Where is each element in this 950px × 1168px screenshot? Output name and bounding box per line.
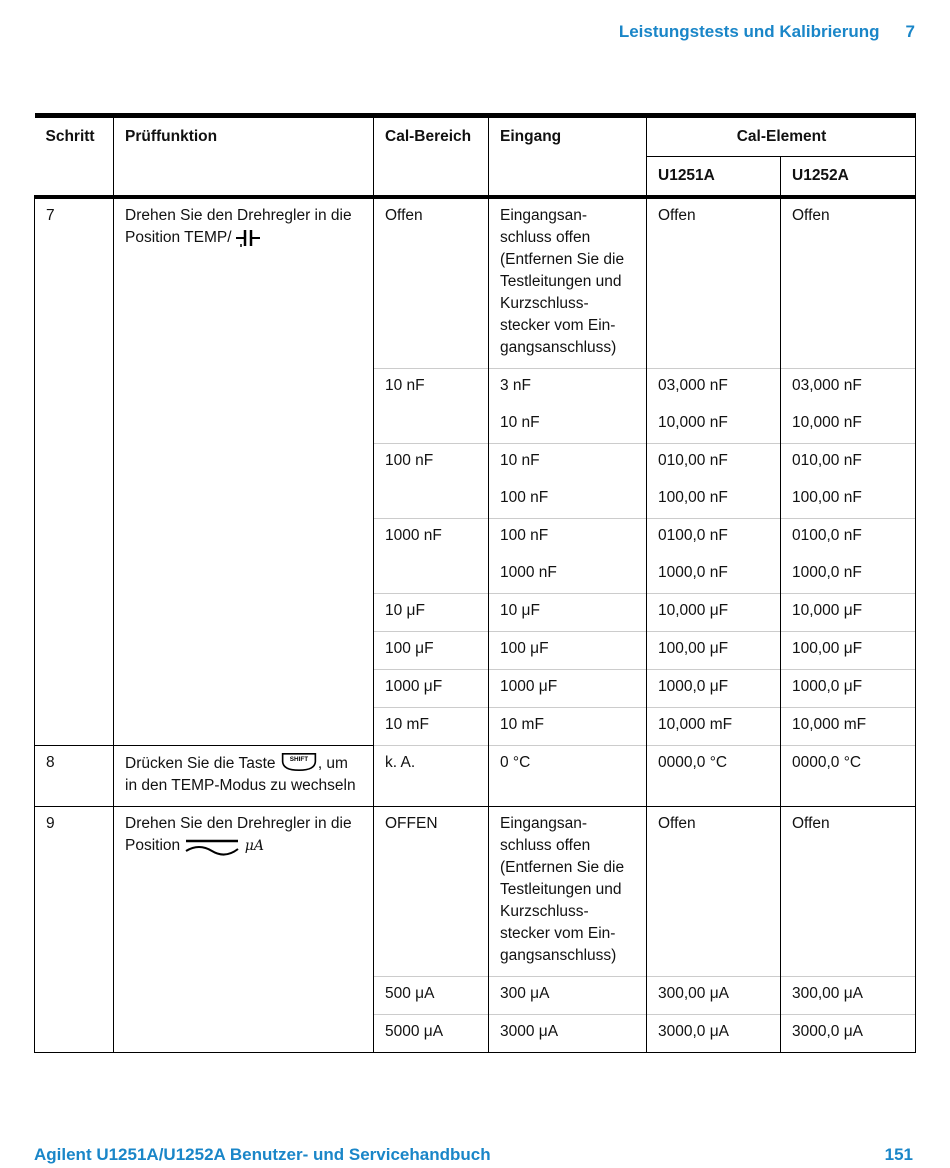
u1251a-value: 010,00 nF	[647, 444, 781, 482]
input: Eingangsan-schluss offen (Entfernen Sie die Testleitungen und Kurzschluss-stecker vom Ein-gangsanschluss)	[489, 197, 647, 369]
u1252a-value: 0100,0 nF	[781, 519, 916, 557]
col-u1251a: U1251A	[647, 157, 781, 198]
cal-range	[374, 481, 489, 519]
u1252a-value: 10,000 μF	[781, 594, 916, 632]
col-input: Eingang	[489, 116, 647, 198]
calibration-table	[34, 113, 916, 1053]
cal-range	[374, 406, 489, 444]
u1251a-value: Offen	[647, 807, 781, 977]
function-text: Drehen Sie den Drehregler in die Position	[125, 815, 352, 855]
function-unit: μA	[244, 838, 264, 855]
u1251a-value: Offen	[647, 197, 781, 369]
input: 300 μA	[489, 977, 647, 1015]
dc-ac-current-icon	[184, 835, 240, 857]
col-cal-element: Cal-Element	[647, 116, 916, 157]
cal-range	[374, 556, 489, 594]
input: 10 μF	[489, 594, 647, 632]
function-text: Drücken Sie die Taste	[125, 755, 276, 772]
input: 10 nF	[489, 406, 647, 444]
u1252a-value: 300,00 μA	[781, 977, 916, 1015]
u1251a-value: 300,00 μA	[647, 977, 781, 1015]
u1252a-value: 03,000 nF	[781, 369, 916, 407]
footer-book-title: Agilent U1251A/U1252A Benutzer- und Servicehandbuch	[34, 1145, 491, 1164]
u1252a-value: 1000,0 μF	[781, 670, 916, 708]
page-number: 151	[884, 1145, 913, 1164]
cal-range: 100 nF	[374, 444, 489, 482]
cal-range: 100 μF	[374, 632, 489, 670]
step-number: 8	[35, 746, 114, 807]
table-row	[35, 197, 916, 369]
col-u1252a: U1252A	[781, 157, 916, 198]
cal-range: 5000 μA	[374, 1015, 489, 1053]
cal-range: Offen	[374, 197, 489, 369]
u1252a-value: 010,00 nF	[781, 444, 916, 482]
cal-range: 10 nF	[374, 369, 489, 407]
col-step: Schritt	[35, 116, 114, 198]
u1252a-value: 3000,0 μA	[781, 1015, 916, 1053]
u1251a-value: 0000,0 °C	[647, 746, 781, 807]
u1252a-value: 10,000 nF	[781, 406, 916, 444]
input: 100 nF	[489, 519, 647, 557]
input: 10 nF	[489, 444, 647, 482]
u1252a-value: 100,00 nF	[781, 481, 916, 519]
cal-range: 10 mF	[374, 708, 489, 746]
input: 0 °C	[489, 746, 647, 807]
table-row	[35, 807, 916, 977]
input: 3000 μA	[489, 1015, 647, 1053]
shift-key-icon	[280, 752, 318, 772]
u1251a-value: 100,00 nF	[647, 481, 781, 519]
step-number: 7	[35, 197, 114, 746]
u1252a-value: 1000,0 nF	[781, 556, 916, 594]
input: Eingangsan-schluss offen (Entfernen Sie die Testleitungen und Kurzschluss-stecker vom Ein-gangsanschluss)	[489, 807, 647, 977]
col-range: Cal-Bereich	[374, 116, 489, 198]
cal-range: 1000 μF	[374, 670, 489, 708]
step-function	[114, 746, 374, 807]
cal-range: 500 μA	[374, 977, 489, 1015]
u1251a-value: 03,000 nF	[647, 369, 781, 407]
u1251a-value: 0100,0 nF	[647, 519, 781, 557]
cal-range: 10 μF	[374, 594, 489, 632]
cal-range: 1000 nF	[374, 519, 489, 557]
u1251a-value: 100,00 μF	[647, 632, 781, 670]
u1251a-value: 1000,0 nF	[647, 556, 781, 594]
capacitor-icon	[236, 227, 260, 249]
step-number: 9	[35, 807, 114, 1053]
u1251a-value: 3000,0 μA	[647, 1015, 781, 1053]
header-title: Leistungstests und Kalibrierung	[618, 22, 880, 41]
step-function	[114, 197, 374, 746]
u1251a-value: 10,000 μF	[647, 594, 781, 632]
function-text-post: , um in den TEMP-Modus zu wechseln	[125, 755, 356, 794]
cal-range: k. A.	[374, 746, 489, 807]
input: 10 mF	[489, 708, 647, 746]
input: 1000 μF	[489, 670, 647, 708]
cal-range: OFFEN	[374, 807, 489, 977]
u1252a-value: 10,000 mF	[781, 708, 916, 746]
step-function	[114, 807, 374, 1053]
input: 100 μF	[489, 632, 647, 670]
input: 100 nF	[489, 481, 647, 519]
u1252a-value: Offen	[781, 807, 916, 977]
page-header	[0, 22, 915, 42]
shift-key-label: SHIFT	[289, 756, 308, 764]
input: 1000 nF	[489, 556, 647, 594]
col-function: Prüffunktion	[114, 116, 374, 198]
u1251a-value: 10,000 mF	[647, 708, 781, 746]
u1252a-value: 0000,0 °C	[781, 746, 916, 807]
function-text: Drehen Sie den Drehregler in die Position TEMP/	[125, 207, 352, 247]
u1251a-value: 10,000 nF	[647, 406, 781, 444]
u1251a-value: 1000,0 μF	[647, 670, 781, 708]
table-row	[35, 746, 916, 807]
u1252a-value: Offen	[781, 197, 916, 369]
input: 3 nF	[489, 369, 647, 407]
chapter-number: 7	[905, 22, 915, 41]
u1252a-value: 100,00 μF	[781, 632, 916, 670]
